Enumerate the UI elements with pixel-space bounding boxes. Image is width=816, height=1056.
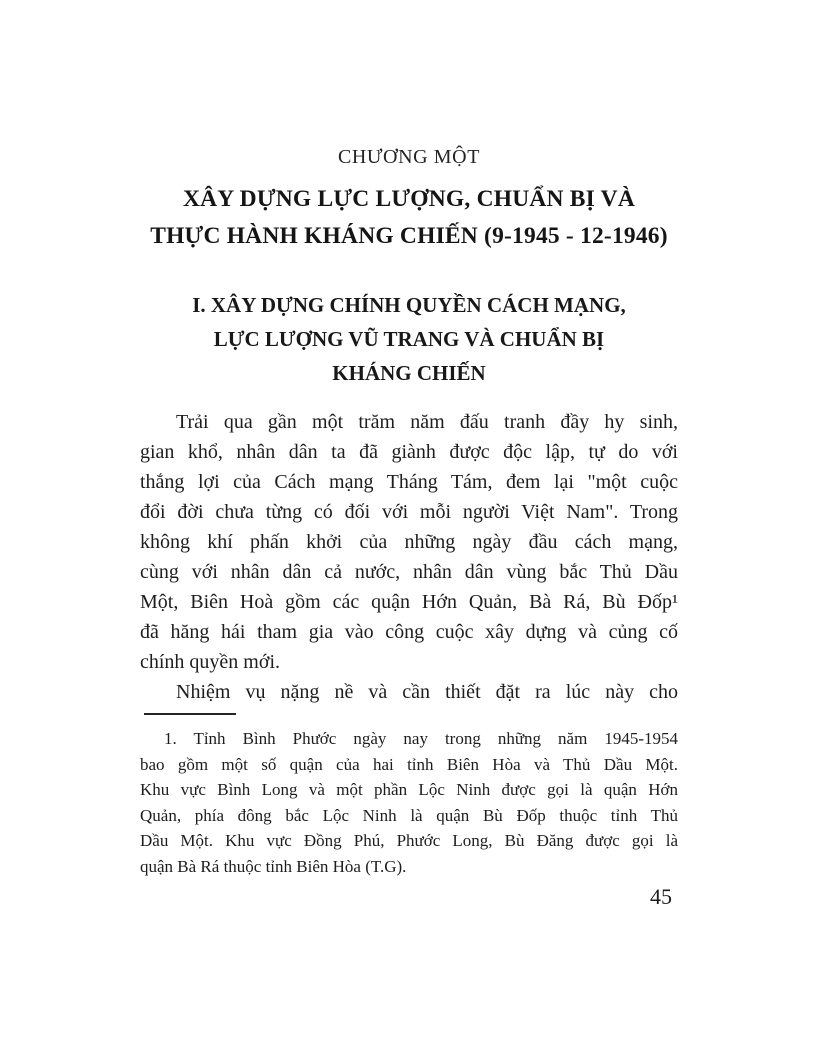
section-heading-line-1: I. XÂY DỰNG CHÍNH QUYỀN CÁCH MẠNG, bbox=[192, 293, 626, 317]
footnote-line: Khu vực Bình Long và một phần Lộc Ninh được gọi là quận Hớn bbox=[140, 780, 678, 799]
chapter-title bbox=[140, 181, 678, 255]
footnote-separator bbox=[144, 713, 236, 715]
body-line: đã hăng hái tham gia vào công cuộc xây dựng và củng cố bbox=[140, 621, 678, 643]
body-line: cùng với nhân dân cả nước, nhân dân vùng bắc Thủ Dầu bbox=[140, 561, 678, 583]
body-line: Nhiệm vụ nặng nề và cần thiết đặt ra lúc này cho bbox=[176, 681, 678, 703]
paragraph bbox=[140, 677, 678, 707]
body-line: chính quyền mới. bbox=[140, 651, 280, 673]
body-line: không khí phấn khởi của những ngày đầu cách mạng, bbox=[140, 531, 678, 553]
footnote-line: Quản, phía đông bắc Lộc Ninh là quận Bù Đốp thuộc tỉnh Thủ bbox=[140, 805, 678, 825]
footnote-line: quận Bà Rá thuộc tỉnh Biên Hòa (T.G). bbox=[140, 856, 407, 876]
paragraph bbox=[140, 407, 678, 677]
page-number: 45 bbox=[650, 884, 672, 909]
body-line: Trải qua gần một trăm năm đấu tranh đầy hy sinh, bbox=[176, 411, 678, 433]
body-line: Một, Biên Hoà gồm các quận Hớn Quản, Bà Rá, Bù Đốp¹ bbox=[140, 591, 678, 613]
page-content bbox=[140, 0, 678, 879]
section-heading-line-3: KHÁNG CHIẾN bbox=[332, 361, 486, 385]
section-heading bbox=[140, 288, 678, 390]
body-text bbox=[140, 407, 678, 707]
section-heading-line-2: LỰC LƯỢNG VŨ TRANG VÀ CHUẨN BỊ bbox=[213, 327, 605, 351]
footnote bbox=[140, 726, 678, 879]
body-line: gian khổ, nhân dân ta đã giành được độc lập, tự do với bbox=[140, 441, 678, 463]
body-line: thắng lợi của Cách mạng Tháng Tám, đem lại "một cuộc bbox=[140, 471, 678, 493]
chapter-title-line-2: THỰC HÀNH KHÁNG CHIẾN (9-1945 - 12-1946) bbox=[150, 223, 668, 249]
footnote-line: 1. Tỉnh Bình Phước ngày nay trong những năm 1945-1954 bbox=[164, 729, 678, 748]
footnote-line: bao gồm một số quận của hai tỉnh Biên Hòa và Thủ Dầu Một. bbox=[140, 754, 678, 774]
footnote-line: Dầu Một. Khu vực Đồng Phú, Phước Long, Bù Đăng được gọi là bbox=[140, 831, 678, 850]
body-line: đổi đời chưa từng có đối với mỗi người Việt Nam". Trong bbox=[140, 501, 678, 523]
chapter-label: CHƯƠNG MỘT bbox=[337, 146, 481, 168]
chapter-title-line-1: XÂY DỰNG LỰC LƯỢNG, CHUẨN BỊ VÀ bbox=[182, 186, 636, 212]
